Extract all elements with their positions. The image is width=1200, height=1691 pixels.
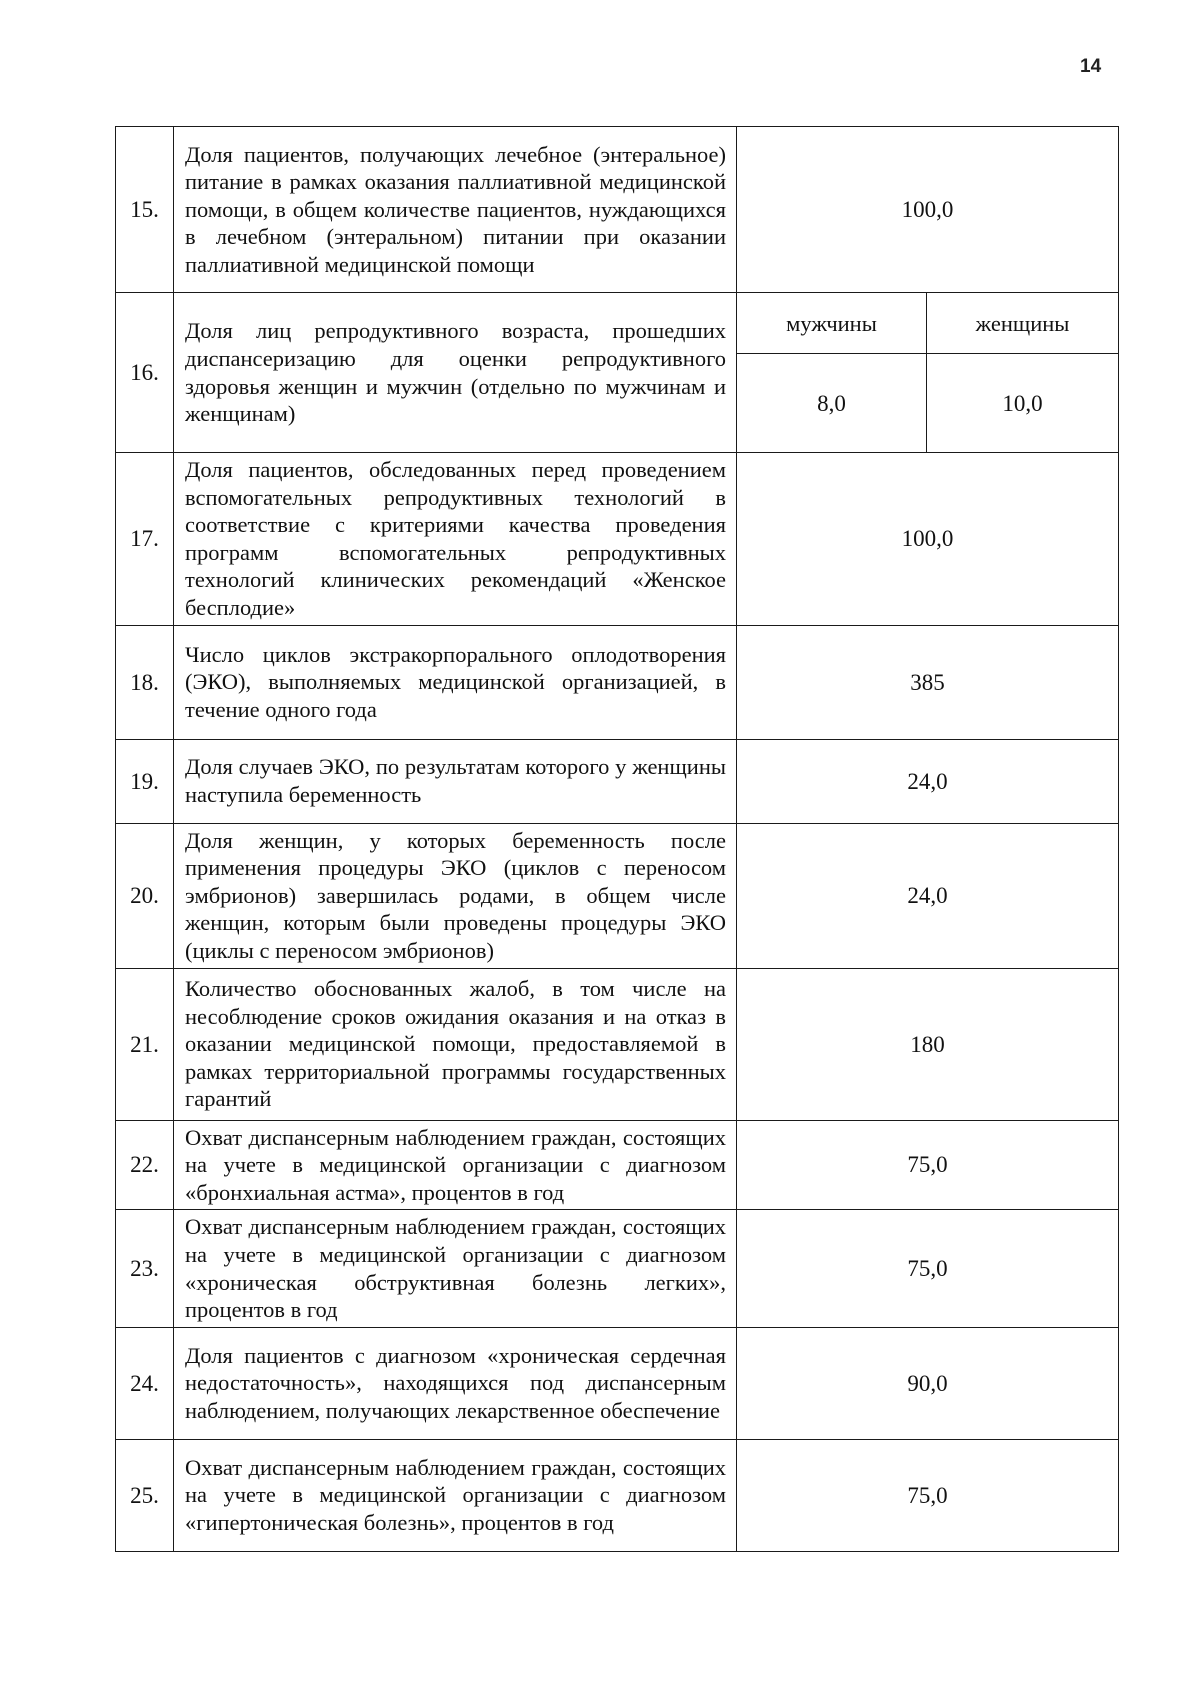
- indicator-value: 75,0: [737, 1210, 1119, 1327]
- indicator-description: Охват диспансерным наблюдением граждан, состоящих на учете в медицинской организации с диагнозом «гипертоническая болезнь», процентов в год: [174, 1439, 737, 1551]
- row-number: 20.: [116, 823, 174, 968]
- table-row: [116, 127, 1119, 293]
- table-row: [116, 453, 1119, 626]
- row-number: 19.: [116, 739, 174, 823]
- row-number: 17.: [116, 453, 174, 626]
- indicator-value: 90,0: [737, 1327, 1119, 1439]
- indicator-value: 180: [737, 968, 1119, 1120]
- row-number: 15.: [116, 127, 174, 293]
- indicator-description: Охват диспансерным наблюдением граждан, состоящих на учете в медицинской организации с диагнозом «хроническая обструктивная болезнь легких», процентов в год: [174, 1210, 737, 1327]
- indicator-value: 24,0: [737, 739, 1119, 823]
- row-number: 21.: [116, 968, 174, 1120]
- row-number: 16.: [116, 293, 174, 453]
- men-value: 8,0: [737, 354, 927, 453]
- table-row: [116, 625, 1119, 739]
- indicator-value: 100,0: [737, 453, 1119, 626]
- table-row: [116, 739, 1119, 823]
- indicator-description: Число циклов экстракорпорального оплодотворения (ЭКО), выполняемых медицинской организацией, в течение одного года: [174, 625, 737, 739]
- table-row: [116, 823, 1119, 968]
- indicator-description: Доля женщин, у которых беременность после применения процедуры ЭКО (циклов с переносом эмбрионов) завершилась родами, в общем числе женщин, которым были проведены процедуры ЭКО (циклы с переносом эмбрионов): [174, 823, 737, 968]
- indicator-value: 100,0: [737, 127, 1119, 293]
- table-row: [116, 1439, 1119, 1551]
- table-row: [116, 1120, 1119, 1210]
- women-label: женщины: [927, 293, 1119, 354]
- row-number: 25.: [116, 1439, 174, 1551]
- indicator-value: 75,0: [737, 1120, 1119, 1210]
- row-number: 23.: [116, 1210, 174, 1327]
- indicator-description: Доля лиц репродуктивного возраста, прошедших диспансеризацию для оценки репродуктивного здоровья женщин и мужчин (отдельно по мужчинам и женщинам): [174, 293, 737, 453]
- indicator-description: Доля пациентов, обследованных перед проведением вспомогательных репродуктивных технологий в соответствие с критериями качества проведения программ вспомогательных репродуктивных технологий клинических рекомендаций «Женское бесплодие»: [174, 453, 737, 626]
- indicator-description: Охват диспансерным наблюдением граждан, состоящих на учете в медицинской организации с диагнозом «бронхиальная астма», процентов в год: [174, 1120, 737, 1210]
- page-number: 14: [1080, 56, 1102, 77]
- table-row: [116, 293, 1119, 354]
- indicator-value: 24,0: [737, 823, 1119, 968]
- row-number: 22.: [116, 1120, 174, 1210]
- table-row: [116, 1327, 1119, 1439]
- table-row: [116, 968, 1119, 1120]
- indicator-value: 385: [737, 625, 1119, 739]
- indicators-table: [115, 126, 1119, 1552]
- indicator-description: Доля случаев ЭКО, по результатам которого у женщины наступила беременность: [174, 739, 737, 823]
- indicator-description: Количество обоснованных жалоб, в том числе на несоблюдение сроков ожидания оказания и на отказ в оказании медицинской помощи, предоставляемой в рамках территориальной программы государственных гарантий: [174, 968, 737, 1120]
- table-row: [116, 1210, 1119, 1327]
- indicator-description: Доля пациентов с диагнозом «хроническая сердечная недостаточность», находящихся под диспансерным наблюдением, получающих лекарственное обеспечение: [174, 1327, 737, 1439]
- indicator-description: Доля пациентов, получающих лечебное (энтеральное) питание в рамках оказания паллиативной медицинской помощи, в общем количестве пациентов, нуждающихся в лечебном (энтеральном) питании при оказании паллиативной медицинской помощи: [174, 127, 737, 293]
- men-label: мужчины: [737, 293, 927, 354]
- indicator-value: 75,0: [737, 1439, 1119, 1551]
- row-number: 24.: [116, 1327, 174, 1439]
- row-number: 18.: [116, 625, 174, 739]
- women-value: 10,0: [927, 354, 1119, 453]
